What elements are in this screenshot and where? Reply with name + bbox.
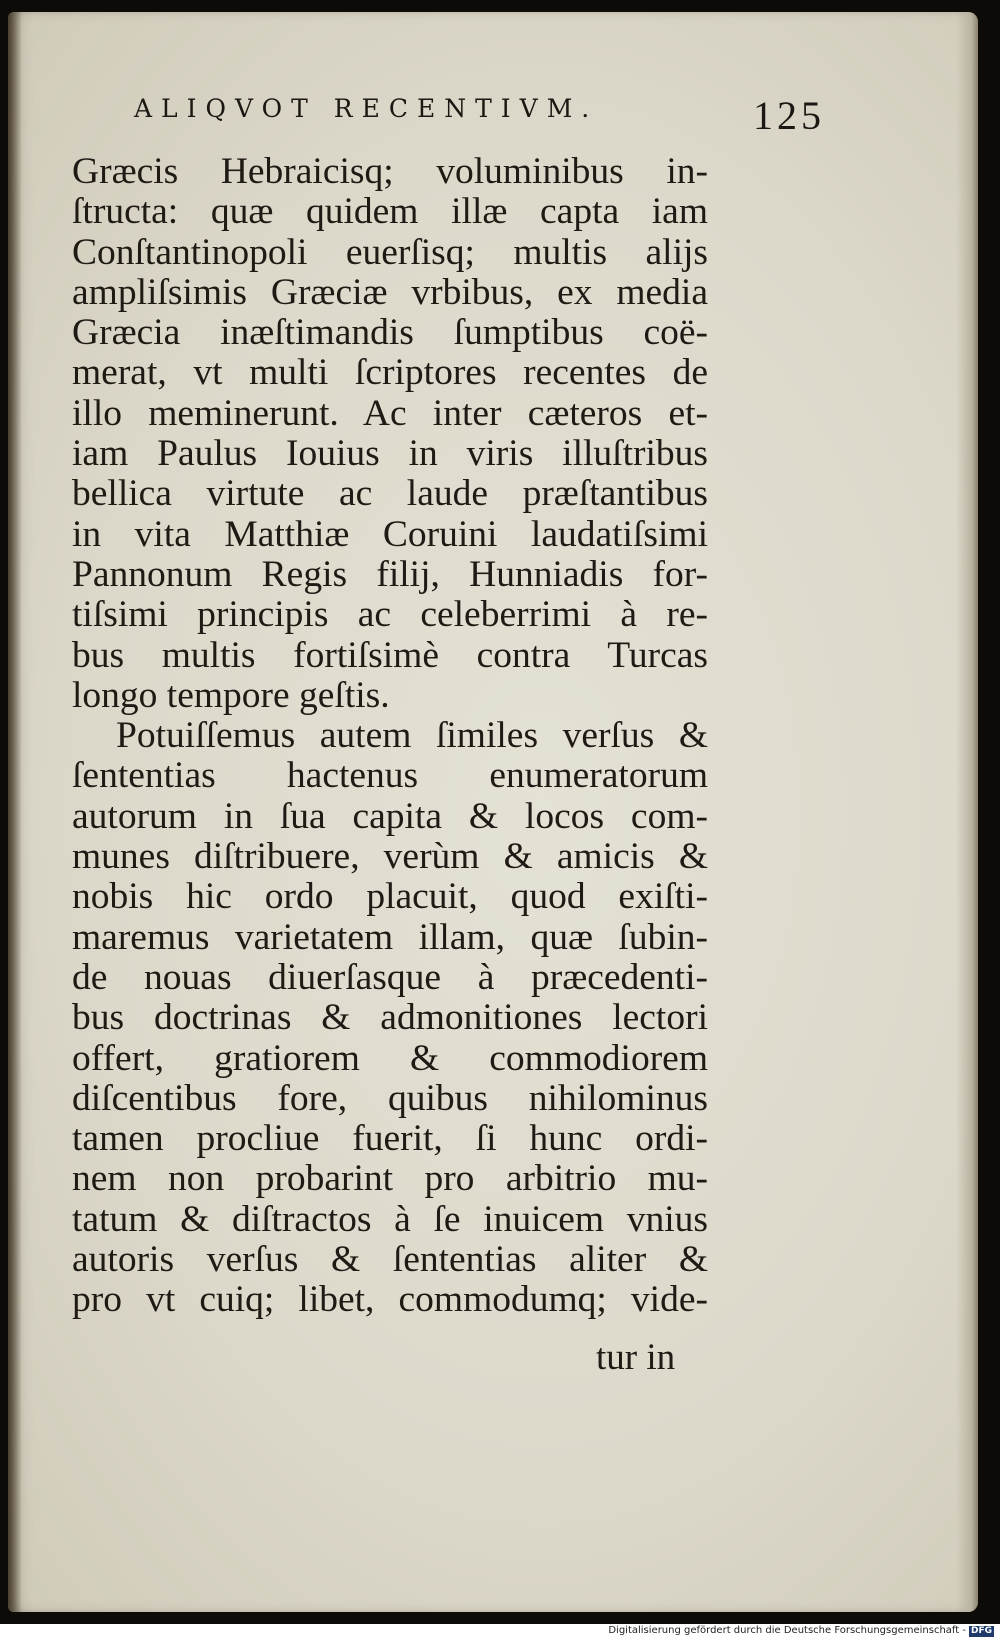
text-line: ſententias hactenus enumeratorum: [72, 755, 708, 797]
running-head: ALIQVOT RECENTIVM.: [134, 94, 599, 123]
book-page: [8, 12, 978, 1612]
credit-text: Digitalisierung gefördert durch die Deutsche Forschungsgemeinschaft -: [608, 1625, 966, 1636]
dfg-logo: DFG: [970, 1625, 992, 1636]
page-text-body: [72, 152, 708, 1321]
text-line: Pannonum Regis filij, Hunniadis for-: [72, 553, 708, 595]
text-line: pro vt cuiq; libet, commodumq; vide-: [72, 1279, 708, 1321]
text-line: ſtructa: quæ quidem illæ capta iam: [72, 191, 708, 233]
text-line: autorum in ſua capita & locos com-: [72, 795, 708, 837]
page-gutter-shadow: [8, 12, 22, 1612]
text-line: iam Paulus Iouius in viris illuſtribus: [72, 433, 708, 475]
text-line: munes diſtribuere, verùm & amicis &: [72, 836, 708, 878]
text-line: bellica virtute ac laude præſtantibus: [72, 473, 708, 515]
text-line: longo tempore geſtis.: [72, 674, 390, 716]
text-line: Conſtantinopoli euerſisq; multis alijs: [72, 231, 708, 273]
text-line: illo meminerunt. Ac inter cæteros et-: [72, 392, 708, 434]
text-line: bus multis fortiſsimè contra Turcas: [72, 634, 708, 676]
digitization-credit: [608, 1624, 994, 1638]
text-line: Græcia inæſtimandis ſumptibus coë-: [72, 312, 708, 354]
text-line: autoris verſus & ſententias aliter &: [72, 1239, 708, 1281]
text-line: maremus varietatem illam, quæ ſubin-: [72, 916, 708, 958]
text-line: tamen procliue fuerit, ſi hunc ordi-: [72, 1118, 708, 1160]
text-line: tatum & diſtractos à ſe inuicem vnius: [72, 1198, 708, 1240]
text-line: diſcentibus fore, quibus nihilominus: [72, 1077, 708, 1119]
catchword: tur in: [596, 1337, 676, 1378]
text-line: in vita Matthiæ Coruini laudatiſsimi: [72, 513, 708, 555]
text-line: ampliſsimis Græciæ vrbibus, ex media: [72, 271, 708, 313]
text-line: merat, vt multi ſcriptores recentes de: [72, 352, 708, 394]
text-line: offert, gratiorem & commodiorem: [72, 1037, 708, 1079]
text-line: Græcis Hebraicisq; voluminibus in-: [72, 151, 708, 192]
page-fore-edge: [956, 12, 978, 1612]
text-line: bus doctrinas & admonitiones lectori: [72, 997, 708, 1039]
paragraph-start-line: Potuiſſemus autem ſimiles verſus &: [116, 715, 708, 757]
page-number: 125: [753, 93, 825, 138]
text-line: nobis hic ordo placuit, quod exiſti-: [72, 876, 708, 918]
text-line: de nouas diuerſasque à præcedenti-: [72, 956, 708, 998]
text-line: tiſsimi principis ac celeberrimi à re-: [72, 594, 708, 636]
text-line: nem non probarint pro arbitrio mu-: [72, 1158, 708, 1200]
